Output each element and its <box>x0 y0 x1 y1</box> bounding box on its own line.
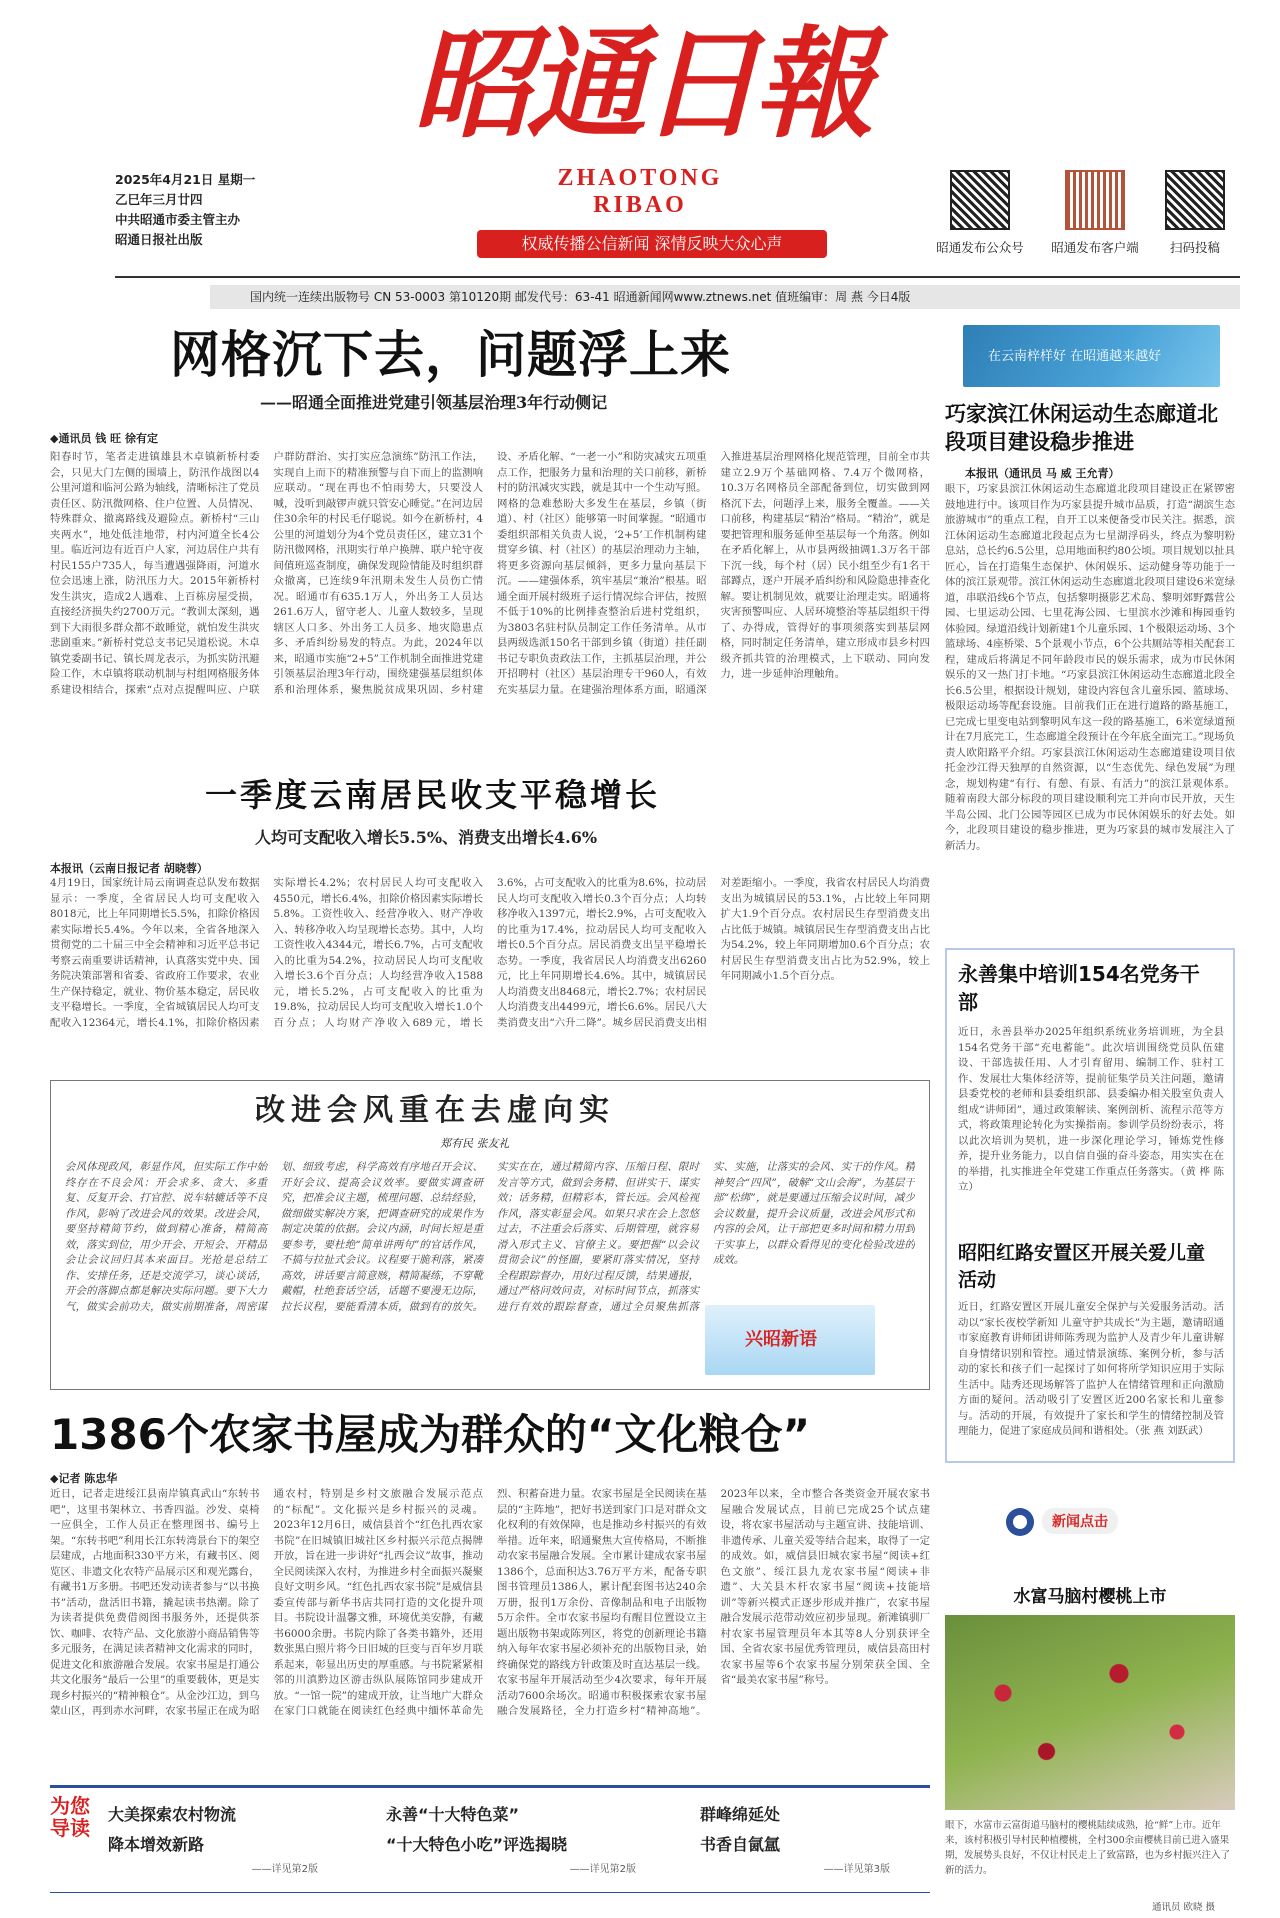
income-headline[interactable]: 一季度云南居民收支平稳增长 <box>205 776 661 814</box>
guide-item[interactable] <box>700 1800 900 1875</box>
guide-item-line: 永善“十大特色菜” <box>386 1805 520 1824</box>
children-activity-body: 近日，红路安置区开展儿童安全保护与关爱服务活动。活动以“家长夜校学新知 儿童守护共成长”为主题，邀请昭通市家庭教育讲师团讲师陈秀现为监护人及青少年儿童讲解自身情绪识别和管控。通过情景演练、案例分析，参与活动的家长和孩子们一起探讨了如何将所学知识应用于实际生活中。陆秀还现场解答了监护人在情绪管理和正向激励方面的疑问。活动吸引了安置区近200名家长和儿童参与。活动的开展，有效提升了家长和学生的情绪控制及管理能力，促进了家庭成员间和谐相处。（张 燕 刘跃武） <box>958 1301 1224 1437</box>
qr-label: 昭通发布客户端 <box>1051 240 1139 255</box>
news-click-text: 新闻点击 <box>1042 1508 1118 1534</box>
children-activity-headline[interactable]: 昭阳红路安置区开展关爱儿童活动 <box>958 1242 1206 1291</box>
promo-banner[interactable]: 在云南梓样好 在昭通越来越好 <box>963 325 1220 387</box>
newspaper-masthead: 昭通日報 <box>412 14 868 155</box>
project-article-body: 眼下，巧家县滨江休闲运动生态廊道北段项目建设正在紧锣密鼓地进行中。该项目作为巧家县提升城市品质，打造“湖滨生态旅游城市”的重点工程，自开工以来便备受市民关注。据悉，滨江休闲运动生态廊道北段起点为七星湖浮码头，终点为黎明粉息站，总长约6.5公里，总用地面积约80公顷。项目规划以扯具匠心，旨在打造集生态保护、休闲娱乐、运动健身等功能于一体的滨江景观带。滨江休闲运动生态廊道北段项目建设6米宽绿道，串联沿线6个节点，包括黎明摄影艺术岛、黎明郊野露营公园、七里运动公园、七里花海公园、七里滨水沙滩和梅园垂钓体验园。绿道沿线计划新建1个儿童乐园、1个极限运动场、3个篮球场、4座桥梁、5个景观小节点，6个公共厕站等相关配套工程，建成后将满足不同年龄段市民的娱乐需求，成为市民休闲娱乐的又一热门打卡地。“巧家县滨江休闲运动生态廊道北段全长6.5公里，根据设计规划，建设内容包含儿童乐园、篮球场、极限运动场等配套设施。目前我们正在进行道路的路基施工，已完成七里变电站到黎明风车这一段的路基施工，6米宽绿道预计在7月底完工，生态廊道全段预计在今年底全面完工。”现场负责人欧阳路平介绍。巧家县滨江休闲运动生态廊道建设项目依托金沙江得天独厚的自然资源，以“生态优先、绿色发展”为理念，规划构建“有行、有憩、有景、有活力”的滨江景观体系。随着南段大部分标段的项目建设顺利完工并向市民开放，天生半岛公园、北门公园等园区已成为市民休闲娱乐的好去处。如今，北段项目建设的稳步推进，更为巧家县的城市发展注入了新活力。 <box>945 483 1235 852</box>
qr-label: 扫码投稿 <box>1169 240 1220 255</box>
lead-headline[interactable]: 网格沉下去，问题浮上来 <box>170 326 731 384</box>
training-body: 近日，永善县举办2025年组织系统业务培训班，为全县154名党务干部“充电蓄能”。此次培训围绕党员队伍建设、干部选拔任用、人才引育留用、编制工作、驻村工作、发展壮大集体经济等，提前征集学员关注问题，邀请县委党校的老师和县委组织部、县委编办相关股室负责人组成“讲师团”，通过政策解读、案例剖析、流程示范等方式，将政策理论转化为实操指南。参训学员纷纷表示，将以此次培训为契机，进一步深化理论学习，锤炼党性修养，提升业务能力，以自信自强的奋斗姿态，用实实在在的举措，扎实推进全年党建工作重点任务落实。（黄 桦 陈 立） <box>958 1026 1224 1193</box>
publisher: 昭通日报社出版 <box>115 232 203 247</box>
issue-info <box>115 170 365 250</box>
masthead-rule <box>115 276 1240 278</box>
publication-info-bar: 国内统一连续出版物号 CN 53-0003 第10120期 邮发代号：63-41 昭通新闻网www.ztnews.net 值班编审：周 燕 今日4版 <box>210 285 1240 309</box>
income-article-body: 4月19日，国家统计局云南调查总队发布数据显示：一季度，全省居民人均可支配收入8018元，比上年同期增长5.5%，扣除价格因素实际增长5.4%。今年以来，全省各地深入贯彻党的二十届三中全会精神和习近平总书记考察云南重要讲话精神，认真落实党中央、国务院决策部署和省委、省政府工作要求，农业生产保持稳定，就业、物价基本稳定，居民收支平稳增长。一季度，全省城镇居民人均可支配收入12364元，增长4.1%，扣除价格因素实际增长4.2%；农村居民人均可支配收入4550元，增长6.4%，扣除价格因素实际增长5.8%。工资性收入、经营净收入、财产净收入、转移净收入均呈现增长态势。其中，人均工资性收入4344元，增长6.7%，占可支配收入的比重为54.2%，拉动居民人均可支配收入增长3.6个百分点；人均经营净收入1588元，增长5.2%，占可支配收入的比重为19.8%，拉动居民人均可支配收入增长1.0个百分点；人均财产净收入689元，增长3.6%，占可支配收入的比重为8.6%，拉动居民人均可支配收入增长0.3个百分点；人均转移净收入1397元，增长2.9%，占可支配收入的比重为17.4%，拉动居民人均可支配收入增长0.5个百分点。居民消费支出呈平稳增长态势。一季度，我省居民人均消费支出6260元，比上年同期增长4.6%。其中，城镇居民人均消费支出8468元，增长2.7%；农村居民人均消费支出4499元，增长6.6%。居民八大类消费支出“六升二降”。城乡居民消费支出相对差距缩小。一季度，我省农村居民人均消费支出为城镇居民的53.1%，占比较上年同期扩大1.9个百分点。农村居民生存型消费支出占比低于城镇。城镇居民生存型消费支出占比为54.2%，较上年同期增加0.6个百分点；农村居民生存型消费支出占比为52.9%，较上年同期减小1.5个百分点。 <box>50 877 930 1029</box>
ribbon-icon <box>1000 1502 1040 1542</box>
photo-caption: 眼下，水富市云富街道马脑村的樱桃陆续成熟，抢“鲜”上市。近年来，该村积极引导村民种植樱桃，全村300余亩樱桃目前已进入盛果期，发展势头良好，不仅让村民走上了致富路，也为乡村振兴注入了新的活力。 <box>945 1820 1231 1876</box>
news-click-label <box>1000 1502 1180 1542</box>
lead-byline: ◆通讯员 钱 旺 徐有定 <box>50 432 158 445</box>
lead-subheadline: ——昭通全面推进党建引领基层治理3年行动侧记 <box>260 393 608 412</box>
guide-label: 为您导读 <box>50 1794 90 1840</box>
slogan-banner: 权威传播公信新闻 深情反映大众心声 <box>477 230 827 258</box>
training-headline[interactable]: 永善集中培训154名党务干部 <box>958 962 1200 1014</box>
column-logo-text: 兴昭新语 <box>745 1329 817 1350</box>
masthead-pinyin: ZHAOTONG RIBAO <box>557 165 723 218</box>
guide-item-line: “十大特色小吃”评选揭晓 <box>386 1835 568 1854</box>
guide-page-ref: ——详见第3版 <box>823 1864 890 1875</box>
qr-label: 昭通发布公众号 <box>936 240 1024 255</box>
commentary-byline: 郑有民 张友礼 <box>440 1137 510 1150</box>
qr-code-icon[interactable] <box>1065 170 1125 230</box>
guide-item-line: 群峰绵延处 <box>700 1805 781 1824</box>
library-headline[interactable]: 1386个农家书屋成为群众的“文化粮仓” <box>50 1410 811 1459</box>
project-headline[interactable]: 巧家滨江休闲运动生态廊道北段项目建设稳步推进 <box>945 402 1218 454</box>
cherry-photo <box>945 1615 1235 1810</box>
guide-page-ref: ——详见第2版 <box>569 1864 636 1875</box>
income-byline: 本报讯（云南日报记者 胡晓蓉） <box>50 862 208 875</box>
qr-code-icon[interactable] <box>950 170 1010 230</box>
library-article-body: 近日，记者走进绥江县南岸镇真武山“东转书吧”，这里书架林立、书香四溢。沙发、桌椅一应俱全，工作人员正在整理图书、编号上架。“东转书吧”利用长江东转湾景台下的架空层建成，占地面积330平方米，有藏书区、阅览区、非遗文化农特产品展示区和观光露台，有藏书1万多册。书吧还发动读者参与“以书换书”活动，盘活旧书籍，撬起读书热潮。除了为读者提供免费借阅图书服务外，还提供茶饮、咖啡、农特产品、文化旅游小商品销售等多元服务，在满足读者精神文化需求的同时，促进文化和旅游融合发展。农家书屋是打通公共文化服务“最后一公里”的重要载体，更是实现乡村振兴的“精神粮仓”。从金沙江边，到乌蒙山区，再到赤水河畔，农家书屋正在成为昭通农村，特别是乡村文旅融合发展示范点的“标配”。文化振兴是乡村振兴的灵魂。2023年12月6日，威信县首个“红色扎西农家书院”在旧城镇旧城社区乡村振兴示范点揭牌开放，旨在进一步讲好“扎西会议”故事，推动全民阅读深入农村，为推进乡村全面振兴凝聚良好文明乡风。“红色扎西农家书院”是威信县委宣传部与新华书店共同打造的文化提升项目。书院设计温馨文雅，环境优美安静，有藏书6000余册。书院内除了各类书籍外，还用数张黑白照片将今日旧城的巨变与百年岁月联系起来，彰显出历史的厚重感。与书院紧紧相邻的川滇黔边区游击纵队展陈馆同步建成开放。“一馆一院”的建成开放，让当地广大群众在家门口就能在阅读红色经典中缅怀革命先烈、积蓄奋进力量。农家书屋是全民阅读在基层的“主阵地”，把好书送到家门口是对群众文化权利的有效保障，也是推动乡村振兴的有效举措。近年来，昭通聚焦大宣传格局，不断推动农家书屋融合发展。全市累计建成农家书屋1386个，总面积达3.76万平方米，配备专职图书管理员1386人，累计配套图书达240余万册，报刊1万余份、音像制品和电子出版物5万余件。全市农家书屋均有醒目位置设立主题出版物书架或陈列区，将党的创新理论书籍纳入每年农家书屋必须补充的出版物目录，始终确保党的路线方针政策及时直达基层一线。农家书屋年开展活动至少4次要求，每年开展活动7600余场次。昭通市积极探索农家书屋融合发展路径，全力打造乡村“精神高地”。2023年以来，全市整合各类资金开展农家书屋融合发展试点，目前已完成25个试点建设，将农家书屋活动与主题宣讲、技能培训、非遗传承、儿童关爱等结合起来，取得了一定的成效。如，威信县旧城农家书屋“阅读+红色文旅”、绥江县九龙农家书屋“阅读+非遗”、大关县木杆农家书屋“阅读+技能培训”等新兴模式正逐步形成并推广，农家书屋融合发展示范带动效应初步显现。新滩镇驯厂村农家书屋管理员年本其等8人分别获评全国、全省农家书屋优秀管理员，威信县高田村农家书屋等6个农家书屋分别荣获全国、全省“最美农家书屋”称号。 <box>50 1488 930 1717</box>
guide-item-line: 大美探索农村物流 <box>108 1805 237 1824</box>
guide-page-ref: ——详见第2版 <box>251 1864 318 1875</box>
guide-item-line: 降本增效新路 <box>108 1835 205 1854</box>
qr-code-icon[interactable] <box>1165 170 1225 230</box>
guide-item[interactable] <box>386 1800 646 1875</box>
commentary-body: 会风体现政风，彰显作风，但实际工作中始终存在不良会风：开会求多、贪大、多重复、反复开会、打官腔、说车轱辘话等不良作风，影响了改进会风的效果。改进会风，要坚持精简节约，做到精心准备，精简高效，落实到位，用少开会、开短会、开精品会让会议回归其本来面目。光抢是总结工作、安排任务，还是交流学习，谈心谈话，开会的落脚点都是解决实际问题。要下大力气，做实会前功夫，做实前期准备，周密谋划、细致考虑，科学高效有序地召开会议、开好会议、提高会议效率。要做实调查研究，把准会议主题，梳理问题、总结经验，做细做实解决方案，把调查研究的成果作为制定决策的依据。会议内涵，时间长短是重要参考，要杜绝“简单讲两句”的官话作风，不搞与拉扯式会议。议程要干脆利落，紧凑高效，讲话要言简意赅，精简凝练，不穿靴戴帽，杜绝套话空话，话题不要漫无边际，拉长议程，要能看清本质，做到有的放矢。实实在在，通过精简内容、压缩日程、限时发言等方式，做到会务精、但讲实干、谋实效；话务精，但精彩本，管长远。会风检视作风，落实彰显会风。如果只求在会上忽悠过去，不注重会后落实、后期管理，就容易滑入形式主义、官僚主义。要把握“以会议贯彻会议”的怪圈，要紧盯落实情况，坚持全程跟踪督办，用好过程反馈，结果通报，通过严格问效问责，对标时间节点，抓落实进行有效的跟踪督查，通过全员聚焦抓落实、实施，让落实的会风、实干的作风。精神契合“四风”，破解“文山会海”，为基层干部“松绑”，就是要通过压缩会议时间，减少会议数量，提升会议质量，改进会风形式和内容的会风，让干部把更多时间和精力用到干实事上，以群众看得见的变化检验改进的成效。 <box>65 1161 915 1313</box>
guide-item-line: 书香自氤氲 <box>700 1835 781 1854</box>
library-byline: ◆记者 陈忠华 <box>50 1472 118 1485</box>
lunar-date: 乙巳年三月廿四 <box>115 192 203 207</box>
issue-date: 2025年4月21日 星期一 <box>115 172 256 187</box>
commentary-headline[interactable]: 改进会风重在去虚向实 <box>255 1093 615 1128</box>
sponsor: 中共昭通市委主管主办 <box>115 212 241 227</box>
lead-article-body: 阳春时节，笔者走进镇雄县木卓镇新桥村委会，只见大门左侧的围墙上，防汛作战图以4公里河道和临河公路为轴线，清晰标注了党员责任区、防汛微网格、住户位置、人员情况、特殊群众、撤离路线及避险点。新桥村“三山夹两水”，地处低洼地带，村内河道全长4公里。临近河边有近百户人家，河边居住户共有村民155户735人，每当遭遇强降雨，河道水位会迅速上涨，防汛压力大。2015年新桥村发生洪灾，造成2人遇难、上百栋房屋受损，直接经济损失约2700万元。“教训太深刻，遇到下大雨很多群众都不敢睡觉，就怕发生洪灾悲剧重来。”新桥村党总支书记吴道松说。木卓镇党委副书记、镇长周龙表示，为抓实防汛避险工作，木卓镇将联动机制与村组网格服务体系建设相结合，探索“点对点提醒叫应、户联户群防群治、实打实应急演练”防汛工作法，实现自上而下的精准预警与自下而上的监测响应联动。“现在再也不怕雨势大，只要没人喊，没听到敲锣声就只管安心睡觉。”在河边居住30余年的村民毛仔聪说。如今在新桥村，4公里的河道划分为4个党员责任区，建立31个防汛微网格，汛期实行单户换牌、联户轮守夜间值班巡查制度，确保发现险情能及时组织群众撤离，已连续9年汛期未发生人员伤亡情况。昭通市有635.1万人，外出务工人员达261.6万人，留守老人、儿童人数较多，呈现辖区人口多、外出务工人员多、地灾隐患点多、矛盾纠纷易发的特点。为此，2024年以来，昭通市实施“2+5”工作机制全面推进党建引领基层治理3年行动，围绕建强基层组织体系和治理体系，聚焦脱贫成果巩固、乡村建设、矛盾化解、“一老一小”和防灾减灾五项重点工作，把服务力量和治理的关口前移，新桥村的防汛减灾实践，就是其中一个生动写照。网格的急难愁盼大多发生在基层，乡镇（街道）、村（社区）能够第一时间掌握。“昭通市委组织部相关负责人说，‘2+5’工作机制构建贯穿乡镇、村（社区）的基层治理动力主轴，将更多资源向基层倾斜，更多力量向基层下沉。——建强体系，筑牢基层“兼治”根基。昭通全面开展村级班子运行情况综合评估，按照不低于10%的比例排查整治后进村党组织，为3803名驻村队员制定工作任务清单。从市县两级选派150名干部到乡镇（街道）挂任副书记专职负责政法工作，主抓基层治理，并公开招聘村（社区）基层治理专干960人，有效充实基层力量。在建强治理体系方面，昭通深入推进基层治理网格化规范管理，目前全市共建立2.9万个基础网格、7.4万个微网格，10.3万名网格员全部配备到位，切实做到网格沉下去，问题浮上来，服务全覆盖。——关口前移，构建基层“精治”格局。“精治”，就是要把管理和服务延伸至基层每一个角落。例如在矛盾化解上，从市县两级抽调1.3万名干部下沉一线，每个村（居）民小组至少有1名干部蹲点，逐户开展矛盾纠纷和风险隐患排查化解。要让机制见效，就要让治理走实。昭通将灾害预警叫应、人居环境整治等基层组织干得了、办得成，管得好的事项须落实到基层网格，同时制定任务清单，建立形成市县乡村四级齐抓共管的治理模式，上下联动、同向发力，进一步延伸治理触角。 <box>50 451 930 696</box>
income-subheadline: 人均可支配收入增长5.5%、消费支出增长4.6% <box>255 828 598 847</box>
photo-headline[interactable]: 水富马脑村樱桃上市 <box>1013 1587 1167 1607</box>
photo-credit: 通讯员 欧晓 摄 <box>1151 1902 1215 1913</box>
project-byline: 本报讯（通讯员 马 威 王允青） <box>965 467 1120 480</box>
column-logo <box>705 1305 875 1375</box>
guide-item[interactable] <box>108 1800 328 1875</box>
